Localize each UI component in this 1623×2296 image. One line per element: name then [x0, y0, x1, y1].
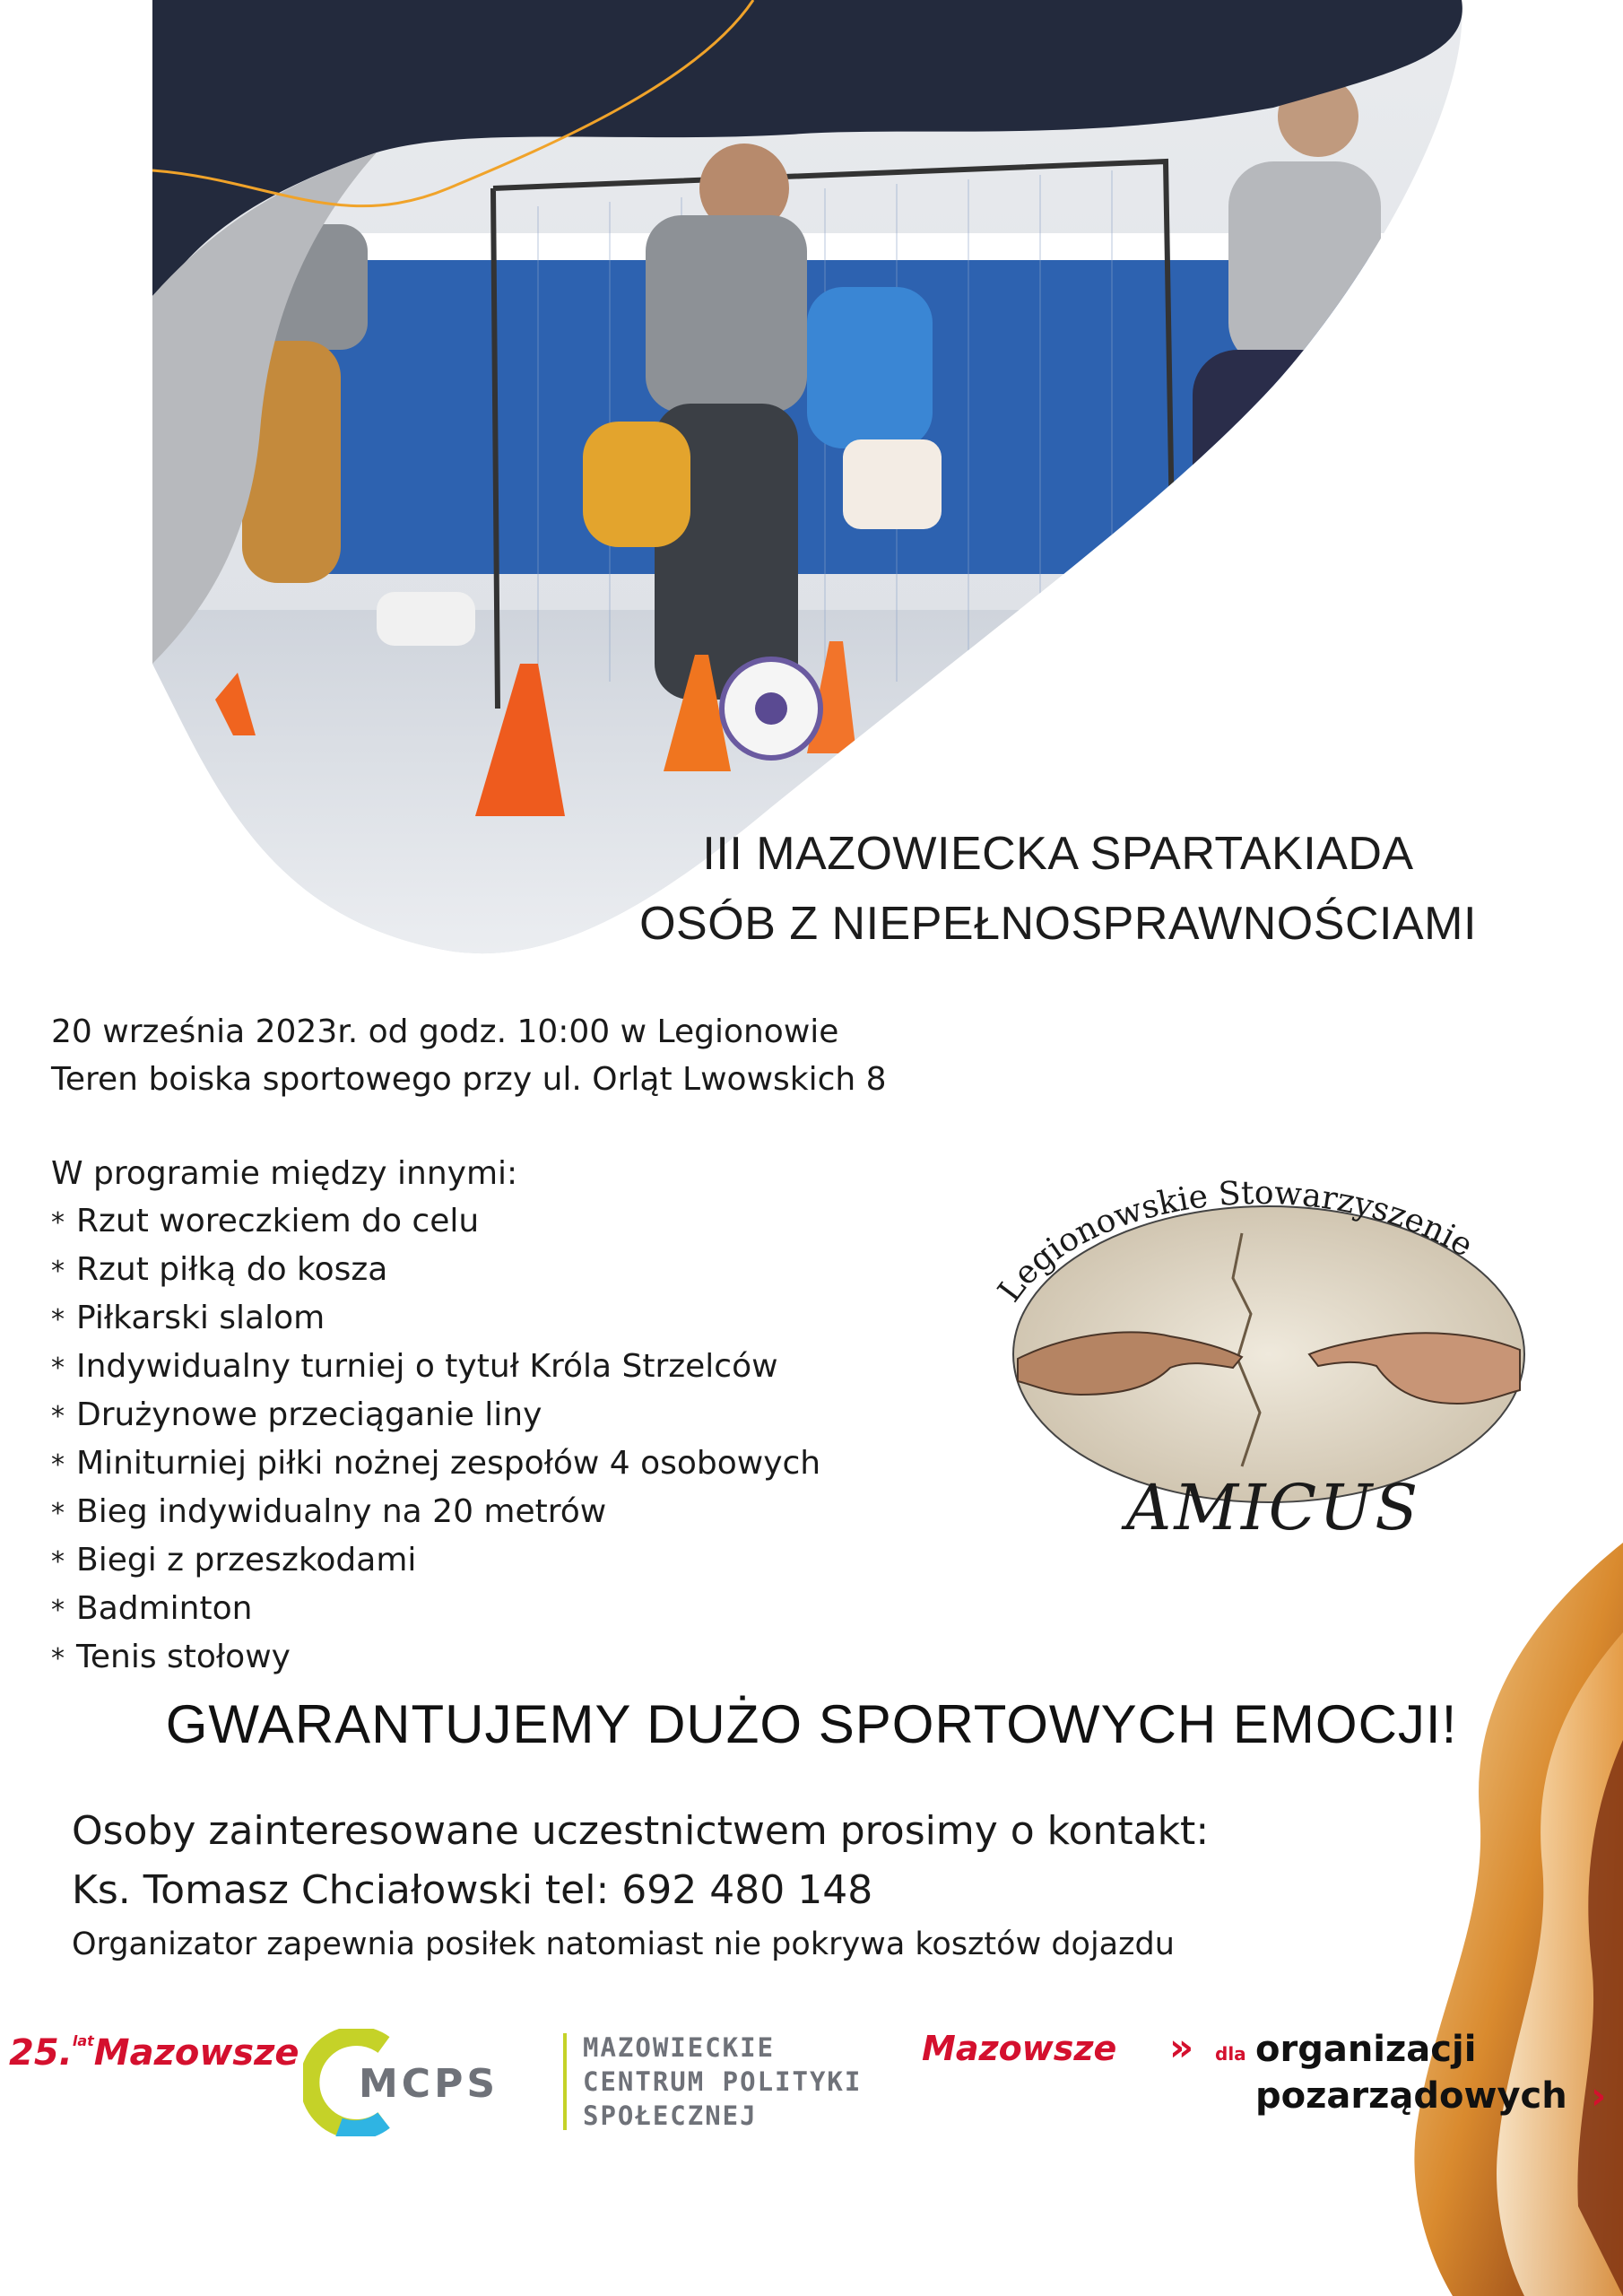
event-date: 20 września 2023r. od godz. 10:00 w Legionowie [51, 1013, 839, 1050]
list-item: * Drużynowe przeciąganie liny [51, 1392, 820, 1440]
event-location: Teren boiska sportowego przy ul. Orląt Lwowskich 8 [51, 1061, 887, 1098]
bullet-icon: * [51, 1352, 65, 1384]
bullet-icon: * [51, 1401, 65, 1432]
list-item: * Indywidualny turniej o tytuł Króla Strzelców [51, 1344, 820, 1392]
contact-request: Osoby zainteresowane uczestnictwem prosimy o kontakt: [72, 1808, 1210, 1854]
swirl-decoration [1399, 1543, 1623, 2296]
ngo-line-1: organizacji [1255, 2029, 1477, 2070]
logo-divider [563, 2033, 567, 2130]
bullet-icon: * [51, 1207, 65, 1239]
figure-yellow [583, 422, 690, 547]
bullet-icon: * [51, 1595, 65, 1626]
chevron-icon: » [1169, 2025, 1194, 2069]
amicus-name: AMICUS [1125, 1471, 1421, 1544]
list-item: * Rzut woreczkiem do celu [51, 1198, 820, 1247]
contact-person: Ks. Tomasz Chciałowski tel: 692 480 148 [72, 1867, 873, 1913]
ngo-line-2: pozarządowych [1255, 2075, 1567, 2117]
mcps-fullname: MAZOWIECKIE CENTRUM POLITYKI SPOŁECZNEJ [583, 2032, 863, 2131]
figure-center [646, 144, 807, 700]
chevron-end-icon: › [1591, 2074, 1607, 2118]
bullet-icon: * [51, 1546, 65, 1578]
program-heading: W programie między innymi: [51, 1155, 518, 1192]
logo-25-mazowsze: 25.$^{lat}$Mazowsze [9, 2032, 299, 2074]
bullet-icon: * [51, 1643, 65, 1674]
list-item: * Miniturniej piłki nożnej zespołów 4 osobowych [51, 1440, 820, 1489]
list-item: * Rzut piłką do kosza [51, 1247, 820, 1295]
list-item: * Badminton [51, 1586, 820, 1634]
amicus-arc-text: Legionowskie Stowarzyszenie [991, 1174, 1480, 1309]
list-item: * Tenis stołowy [51, 1634, 820, 1683]
list-item: * Biegi z przeszkodami [51, 1537, 820, 1586]
organizer-note: Organizator zapewnia posiłek natomiast nie pokrywa kosztów dojazdu [72, 1926, 1175, 1962]
list-item: * Bieg indywidualny na 20 metrów [51, 1489, 820, 1537]
bullet-icon: * [51, 1449, 65, 1481]
logo-mazowsze-ngo: Mazowsze [922, 2029, 1117, 2068]
program-list [51, 1198, 820, 1683]
ngo-dla: dla [1215, 2043, 1246, 2065]
bullet-icon: * [51, 1498, 65, 1529]
mcps-abbr: MCPS [359, 2061, 499, 2107]
list-item: * Piłkarski slalom [51, 1295, 820, 1344]
guarantee-headline: GWARANTUJEMY DUŻO SPORTOWYCH EMOCJI! [165, 1694, 1458, 1754]
title-line-2: OSÓB Z NIEPEŁNOSPRAWNOŚCIAMI [639, 898, 1477, 950]
title-line-1: III MAZOWIECKA SPARTAKIADA [702, 828, 1414, 880]
bullet-icon: * [51, 1256, 65, 1287]
bullet-icon: * [51, 1304, 65, 1335]
